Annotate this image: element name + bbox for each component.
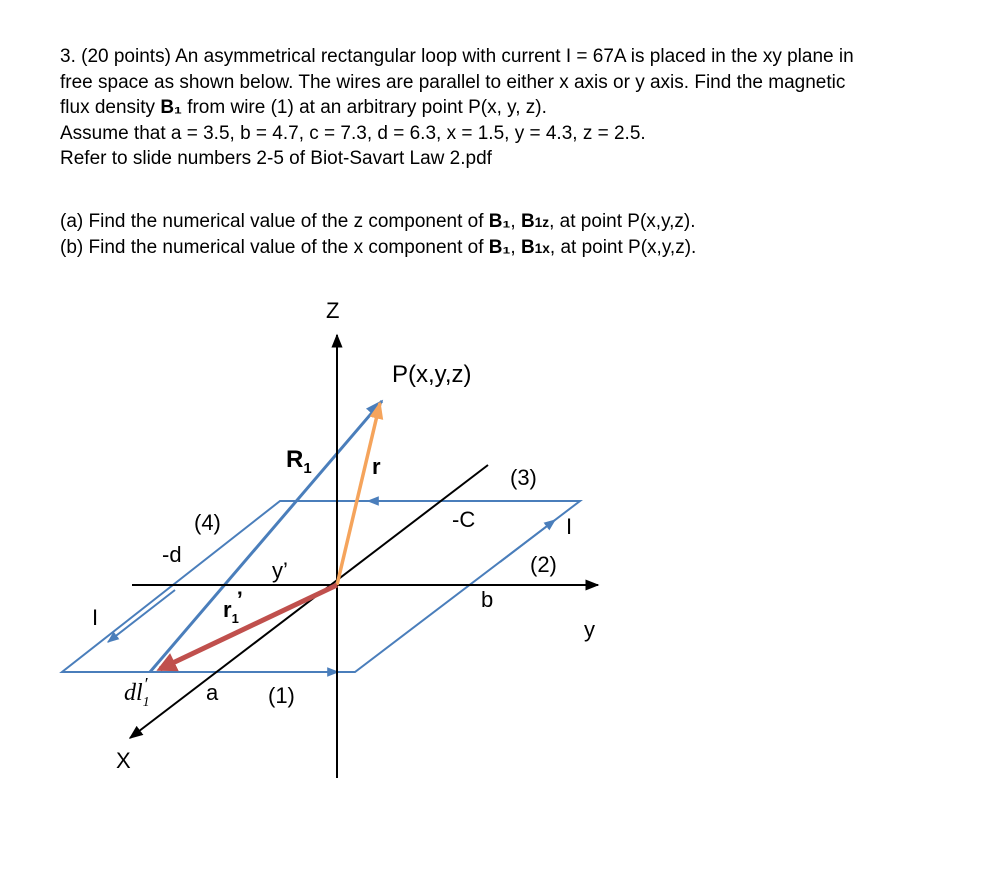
text-segment: B	[520, 210, 535, 232]
text-segment: (b) Find the numerical value of the x component of	[60, 237, 489, 258]
point-p-label: P(x,y,z)	[392, 361, 472, 388]
text-segment: dl	[124, 680, 143, 706]
a-label: a	[206, 680, 219, 705]
text-segment: ,	[510, 237, 521, 258]
y-prime-label: y’	[272, 558, 288, 583]
problem-line-1: 3. (20 points) An asymmetrical rectangular loop with current I = 67A is placed in the xy plane in	[60, 46, 854, 67]
b1-symbol: B₁	[160, 97, 182, 118]
subscript: 1	[142, 695, 150, 710]
text-segment: from wire (1) at an arbitrary point P(x, y, z).	[181, 97, 547, 118]
x-axis-label: X	[116, 748, 131, 773]
b1-symbol: B₁	[488, 237, 511, 258]
prime-mark: ′	[143, 674, 148, 694]
text-segment: (a) Find the numerical value of the z component of	[60, 210, 489, 232]
text-segment: ,	[510, 210, 521, 232]
wire-1-label: (1)	[268, 683, 295, 708]
subscript: 1	[303, 460, 312, 477]
problem-line-2: free space as shown below. The wires are parallel to either x axis or y axis. Find the magnetic	[60, 71, 846, 93]
neg-c-label: -C	[452, 507, 476, 532]
current-label-right: I	[566, 514, 573, 539]
y-axis-label: y	[584, 617, 595, 642]
R1-label	[286, 446, 312, 477]
subscript: 1z	[534, 214, 550, 230]
rectangular-loop	[62, 501, 580, 672]
text-segment: R	[286, 446, 304, 473]
current-label-left: I	[92, 605, 99, 630]
problem-line-5: Refer to slide numbers 2-5 of Biot-Savart Law 2.pdf	[60, 148, 492, 169]
x-axis	[130, 465, 488, 738]
wire-4-label: (4)	[194, 510, 221, 535]
wire-2-label: (2)	[530, 552, 557, 577]
b1-symbol: B₁	[488, 210, 511, 232]
neg-d-label: -d	[162, 542, 182, 567]
text-segment: , at point P(x,y,z).	[549, 210, 696, 232]
prime-mark: ’	[236, 587, 243, 612]
subscript: 1	[231, 611, 239, 626]
text-segment: flux density	[60, 97, 161, 118]
problem-line-4: Assume that a = 3.5, b = 4.7, c = 7.3, d = 6.3, x = 1.5, y = 4.3, z = 2.5.	[60, 122, 646, 144]
wire-3-label: (3)	[510, 465, 537, 490]
wire-4-arrow	[108, 590, 175, 642]
z-axis-label: Z	[326, 298, 340, 323]
r1-prime-label	[223, 587, 243, 626]
subscript: 1x	[534, 241, 550, 256]
text-segment: r	[223, 597, 232, 622]
b-label: b	[481, 587, 494, 612]
text-segment: B	[520, 237, 535, 258]
text-segment: , at point P(x,y,z).	[549, 237, 697, 258]
dl-label	[124, 674, 150, 710]
r-label: r	[372, 454, 381, 479]
